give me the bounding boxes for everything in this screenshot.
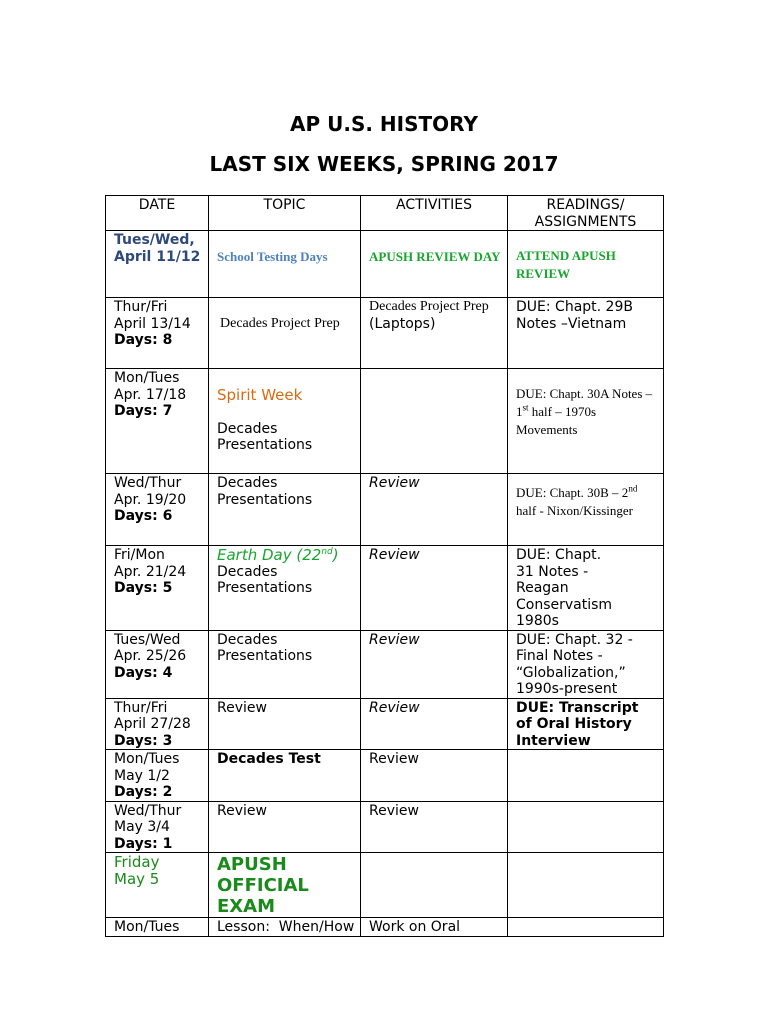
date-days-label: Wed/Thur (114, 475, 182, 491)
activities-cell (361, 853, 508, 918)
activities-text: APUSH REVIEW DAY (369, 249, 501, 265)
date-range: May 5 (114, 869, 160, 888)
readings-cell (508, 369, 664, 474)
activities-text: Review (369, 475, 420, 491)
date-days-label: Friday (114, 853, 160, 871)
topic-cell (209, 801, 361, 853)
date-cell (106, 546, 209, 631)
topic-cell (209, 853, 361, 918)
date-cell (106, 630, 209, 698)
topic-cell (209, 298, 361, 369)
activities-text: Decades Project Prep (369, 299, 489, 314)
table-row (106, 801, 664, 853)
readings-text: DUE: Chapt. 30A Notes – 1st half – 1970s Movements (516, 386, 653, 437)
table-row (106, 630, 664, 698)
days-count: Days: 7 (114, 403, 173, 419)
table-header-row (106, 196, 664, 231)
topic-cell (209, 474, 361, 546)
date-range: April 11/12 (114, 248, 201, 265)
table-row (106, 231, 664, 298)
topic-text: Decades Presentations (217, 475, 313, 508)
activities-text: Review (369, 699, 420, 716)
readings-cell (508, 474, 664, 546)
date-cell (106, 801, 209, 853)
activities-text: Review (369, 751, 419, 767)
column-header-activities: ACTIVITIES (361, 196, 508, 231)
date-range: Apr. 17/18 (114, 386, 187, 403)
readings-cell (508, 298, 664, 369)
activities-cell (361, 750, 508, 802)
days-count: Days: 3 (114, 732, 173, 749)
table-row (106, 474, 664, 546)
date-days-label: Tues/Wed (114, 631, 181, 648)
readings-text: DUE: Chapt. 29B Notes –Vietnam (516, 299, 633, 332)
topic-cell (209, 369, 361, 474)
activities-cell (361, 546, 508, 631)
table-row (106, 750, 664, 802)
date-days-label: Tues/Wed, (114, 232, 195, 248)
date-cell (106, 298, 209, 369)
date-cell (106, 698, 209, 750)
date-days-label: Thur/Fri (114, 699, 168, 716)
date-days-label: Mon/Tues (114, 751, 180, 767)
activities-cell (361, 231, 508, 298)
activities-cell (361, 298, 508, 369)
topic-text: Decades Presentations (217, 420, 313, 453)
column-header-readings: READINGS/ ASSIGNMENTS (508, 196, 664, 231)
date-days-label: Fri/Mon (114, 547, 165, 563)
readings-text: ATTEND APUSH REVIEW (516, 247, 616, 281)
activities-cell (361, 369, 508, 474)
date-cell (106, 474, 209, 546)
topic-cell (209, 918, 361, 937)
activities-cell (361, 918, 508, 937)
readings-cell (508, 698, 664, 750)
date-range: May 1/2 (114, 767, 170, 784)
activities-cell (361, 474, 508, 546)
topic-cell (209, 630, 361, 698)
date-cell (106, 853, 209, 918)
topic-text: APUSH OFFICIAL EXAM (217, 854, 309, 917)
date-range: Apr. 19/20 (114, 491, 187, 508)
activities-cell (361, 630, 508, 698)
readings-cell (508, 630, 664, 698)
topic-text: Lesson: When/How (217, 919, 355, 935)
readings-text: DUE: Chapt. 31 Notes - Reagan Conservatism 1980s (516, 547, 613, 629)
readings-cell (508, 853, 664, 918)
table-row (106, 918, 664, 937)
date-days-label: Mon/Tues (114, 370, 180, 386)
date-days-label: Mon/Tues (114, 919, 180, 935)
days-count: Days: 4 (114, 664, 173, 681)
topic-text: Decades Presentations (217, 631, 313, 664)
days-count: Days: 6 (114, 508, 173, 524)
date-range: Apr. 25/26 (114, 648, 187, 664)
topic-cell (209, 750, 361, 802)
activities-text: Review (369, 547, 420, 563)
table-row (106, 698, 664, 750)
activities-cell (361, 698, 508, 750)
readings-text: DUE: Transcript of Oral History Interview (516, 699, 639, 749)
topic-text: Decades Presentations (217, 563, 313, 596)
schedule-table (105, 195, 664, 937)
readings-text: DUE: Chapt. 30B – 2nd half - Nixon/Kissinger (516, 483, 638, 518)
readings-cell (508, 801, 664, 853)
date-range: May 3/4 (114, 819, 170, 835)
table-row (106, 369, 664, 474)
readings-cell (508, 546, 664, 631)
column-header-date: DATE (106, 196, 209, 231)
date-cell (106, 918, 209, 937)
readings-text: DUE: Chapt. 32 -Final Notes - “Globalization,” 1990s-present (516, 631, 633, 697)
title-line-1: AP U.S. HISTORY (290, 112, 478, 136)
readings-cell (508, 918, 664, 937)
date-range: April 27/28 (114, 716, 191, 732)
date-days-label: Thur/Fri (114, 299, 168, 315)
table-row (106, 298, 664, 369)
days-count: Days: 2 (114, 784, 173, 800)
days-count: Days: 8 (114, 332, 173, 348)
topic-cell (209, 698, 361, 750)
date-cell (106, 750, 209, 802)
readings-cell (508, 231, 664, 298)
activities-text: Review (369, 802, 419, 819)
table-row (106, 546, 664, 631)
days-count: Days: 1 (114, 835, 173, 852)
earth-day-label: Earth Day (22nd) (217, 546, 339, 564)
readings-cell (508, 750, 664, 802)
topic-text: Review (217, 699, 267, 716)
days-count: Days: 5 (114, 580, 173, 596)
topic-cell (209, 546, 361, 631)
date-cell (106, 231, 209, 298)
table-row (106, 853, 664, 918)
column-header-topic: TOPIC (209, 196, 361, 231)
activities-text: Review (369, 631, 420, 648)
activities-text: Work on Oral (369, 919, 461, 935)
activities-cell (361, 801, 508, 853)
activities-subtext: (Laptops) (369, 315, 436, 332)
date-range: Apr. 21/24 (114, 563, 187, 580)
topic-text: School Testing Days (217, 249, 328, 265)
title-line-2: LAST SIX WEEKS, SPRING 2017 (209, 152, 559, 176)
topic-text: Decades Test (217, 751, 321, 767)
date-days-label: Wed/Thur (114, 802, 182, 819)
date-cell (106, 369, 209, 474)
spirit-week-label: Spirit Week (217, 386, 303, 404)
topic-cell (209, 231, 361, 298)
topic-text: Review (217, 802, 267, 819)
topic-text: Decades Project Prep (220, 316, 340, 331)
date-range: April 13/14 (114, 315, 191, 332)
